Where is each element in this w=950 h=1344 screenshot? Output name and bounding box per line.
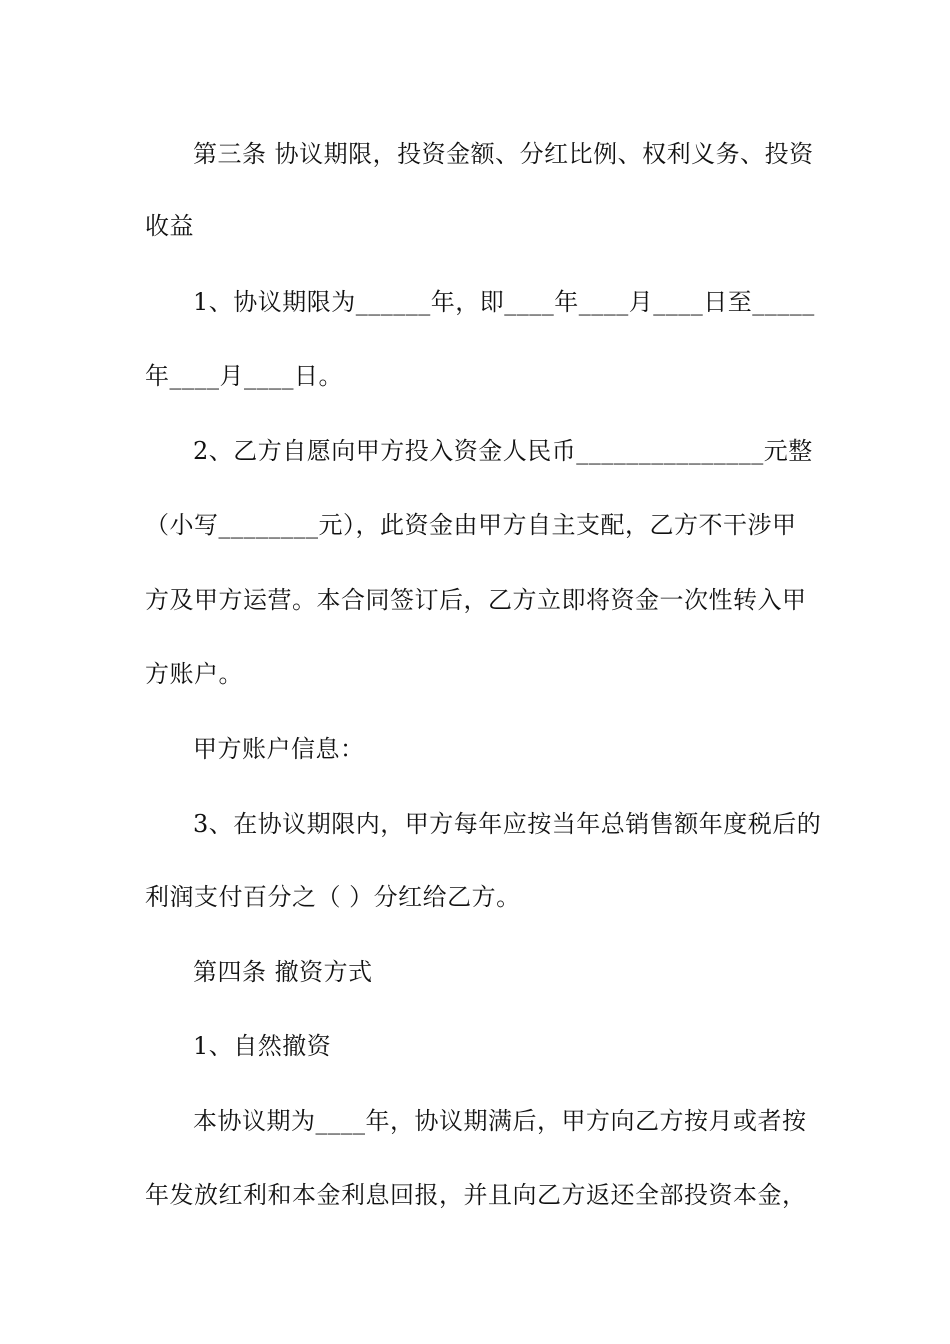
account-info-label: 甲方账户信息： [193,735,365,763]
clause-investment-amount-line3: 方及甲方运营。本合同签订后，乙方立即将资金一次性转入甲 [145,586,807,614]
clause-term: 1、协议期限为______年，即____年____月____日至_____ [193,288,815,316]
clause-investment-amount-line2: （小写________元），此资金由甲方自主支配，乙方不干涉甲 [145,511,797,539]
article-three-heading: 第三条 协议期限，投资金额、分红比例、权利义务、投资 [193,140,814,168]
clause-dividend-continued: 利润支付百分之（ ）分红给乙方。 [145,883,521,911]
clause-term-continued: 年____月____日。 [145,362,343,390]
article-four-heading: 第四条 撤资方式 [193,958,373,986]
natural-withdrawal-heading: 1、自然撤资 [193,1032,332,1060]
clause-dividend: 3、在协议期限内，甲方每年应按当年总销售额年度税后的 [193,810,822,838]
natural-withdrawal-text: 本协议期为____年，协议期满后，甲方向乙方按月或者按 [193,1107,807,1135]
clause-investment-amount-line4: 方账户。 [145,660,243,688]
article-three-heading-continued: 收益 [145,212,194,240]
clause-investment-amount: 2、乙方自愿向甲方投入资金人民币_______________元整 [193,437,813,465]
natural-withdrawal-text-continued: 年发放红利和本金利息回报，并且向乙方返还全部投资本金， [145,1181,807,1209]
